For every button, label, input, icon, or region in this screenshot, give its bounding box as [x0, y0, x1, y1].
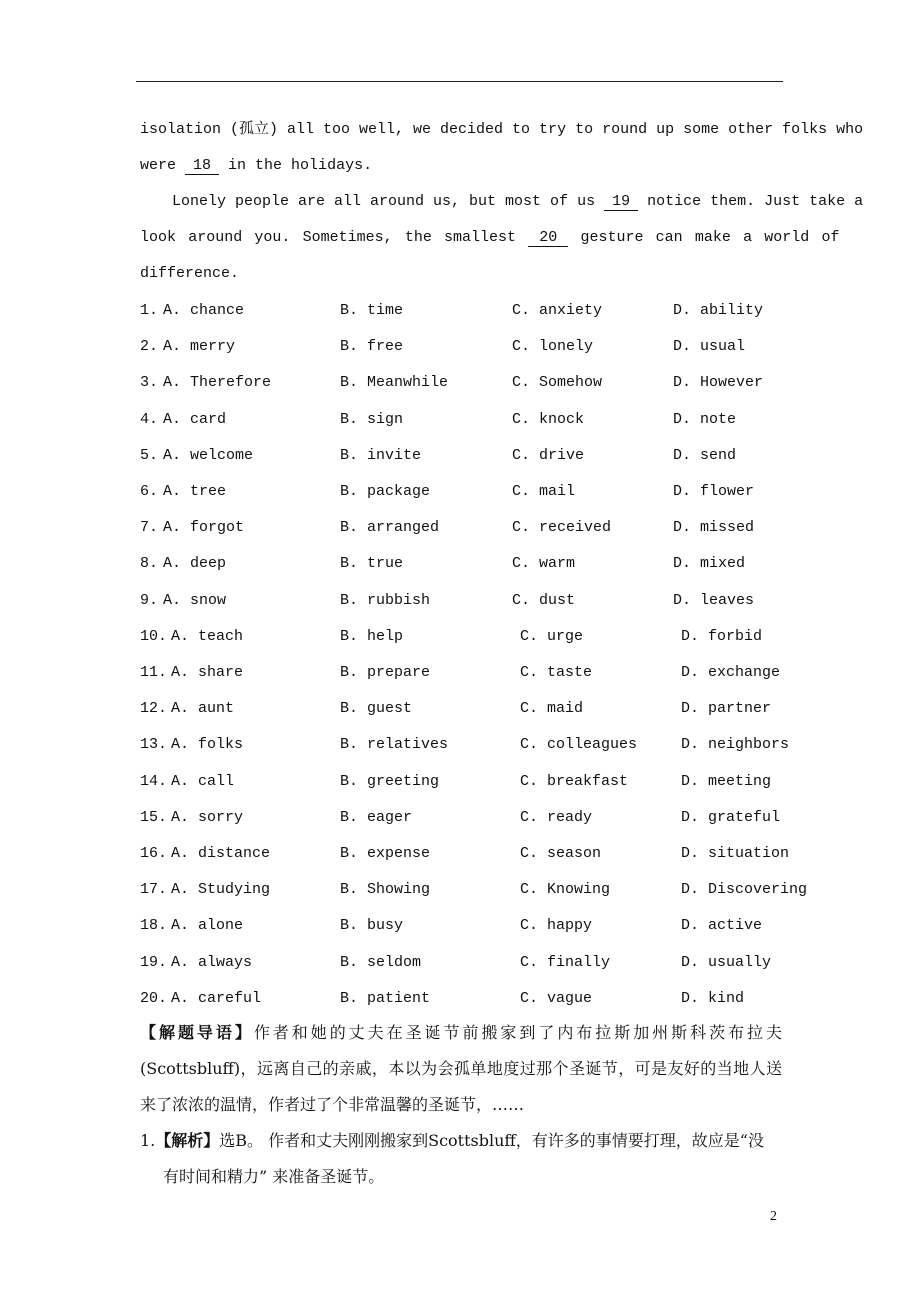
- question-number: 10.: [140, 627, 168, 645]
- option-d: D. grateful: [681, 808, 781, 826]
- guide-line-1: [140, 1022, 782, 1044]
- option-c: C. warm: [512, 555, 576, 573]
- question-number: 9.: [140, 591, 159, 609]
- passage-text: notice them. Just take a: [647, 193, 864, 210]
- option-c: C. received: [512, 519, 612, 537]
- option-b: B. arranged: [340, 519, 440, 537]
- question-number: 5.: [140, 446, 159, 464]
- analysis-number: 1.: [140, 1131, 156, 1150]
- option-d: D. note: [673, 410, 737, 428]
- option-d: D. missed: [673, 519, 755, 537]
- blank-20: 20: [528, 229, 568, 247]
- option-a: A. forgot: [163, 519, 245, 537]
- question-number: 16.: [140, 845, 168, 862]
- option-a: A. alone: [171, 917, 244, 935]
- option-a: A. call: [171, 772, 235, 790]
- header-rule: [136, 81, 783, 82]
- question-number: 2.: [140, 338, 159, 356]
- option-d: D. Discovering: [681, 881, 808, 899]
- option-d: D. forbid: [681, 627, 763, 645]
- option-b: B. busy: [340, 917, 404, 935]
- question-number: 6.: [140, 483, 159, 500]
- option-b: B. seldom: [340, 953, 422, 971]
- option-a: A. teach: [171, 627, 244, 645]
- option-b: B. time: [340, 302, 404, 319]
- option-d: D. send: [673, 446, 737, 464]
- passage-line-4: [140, 228, 840, 248]
- option-c: C. colleagues: [520, 736, 638, 754]
- question-number: 4.: [140, 410, 159, 428]
- option-a: A. folks: [171, 736, 244, 754]
- option-a: A. careful: [171, 989, 262, 1007]
- passage-text: were: [140, 157, 177, 174]
- option-a: A. card: [163, 410, 227, 428]
- option-c: C. dust: [512, 591, 576, 609]
- option-b: B. invite: [340, 446, 422, 464]
- option-c: C. finally: [520, 953, 611, 971]
- option-b: B. free: [340, 338, 404, 356]
- option-c: C. anxiety: [512, 302, 603, 319]
- option-a: A. merry: [163, 338, 236, 356]
- option-a: A. Studying: [171, 881, 271, 899]
- question-number: 13.: [140, 736, 168, 754]
- question-number: 18.: [140, 917, 168, 935]
- option-b: B. true: [340, 555, 404, 573]
- option-c: C. Somehow: [512, 374, 603, 392]
- question-number: 1.: [140, 302, 159, 319]
- option-d: D. exchange: [681, 664, 781, 681]
- passage-line-1: isolation (孤立) all too well, we decided to try to round up some other folks who: [140, 121, 864, 138]
- option-c: C. maid: [520, 700, 584, 718]
- analysis-line-1: [140, 1130, 764, 1152]
- passage-text: look around you. Sometimes, the smallest: [140, 229, 517, 246]
- option-d: D. usual: [673, 338, 746, 356]
- option-b: B. prepare: [340, 664, 431, 681]
- option-a: A. snow: [163, 591, 227, 609]
- analysis-label: 【解析】: [155, 1131, 220, 1150]
- option-a: A. chance: [163, 302, 245, 319]
- guide-line-2: (Scottsbluff)，远离自己的亲戚，本以为会孤单地度过那个圣诞节，可是友好的当地人送: [140, 1059, 782, 1078]
- passage-line-5: difference.: [140, 265, 240, 282]
- question-number: 19.: [140, 953, 168, 971]
- option-b: B. help: [340, 627, 404, 645]
- passage-text: gesture can make a world of: [580, 229, 840, 246]
- option-c: C. happy: [520, 917, 593, 935]
- option-d: D. usually: [681, 953, 772, 971]
- option-c: C. taste: [520, 664, 593, 681]
- question-number: 3.: [140, 374, 159, 392]
- blank-18: 18: [185, 157, 219, 175]
- option-a: A. tree: [163, 483, 227, 500]
- option-b: B. rubbish: [340, 591, 431, 609]
- guide-line-3: 来了浓浓的温情，作者过了个非常温馨的圣诞节，……: [140, 1095, 525, 1114]
- option-c: C. mail: [512, 483, 576, 500]
- blank-19: 19: [604, 193, 638, 211]
- option-a: A. sorry: [171, 808, 244, 826]
- question-number: 11.: [140, 664, 168, 681]
- option-d: D. ability: [673, 302, 764, 319]
- option-a: A. distance: [171, 845, 271, 862]
- option-a: A. share: [171, 664, 244, 681]
- option-d: D. leaves: [673, 591, 755, 609]
- option-b: B. eager: [340, 808, 413, 826]
- option-c: C. drive: [512, 446, 585, 464]
- option-d: D. neighbors: [681, 736, 790, 754]
- page-number: 2: [770, 1209, 777, 1224]
- guide-text: 作者和她的丈夫在圣诞节前搬家到了内布拉斯加州斯科茨布拉夫: [253, 1023, 782, 1042]
- question-number: 8.: [140, 555, 159, 573]
- option-b: B. Showing: [340, 881, 431, 899]
- question-number: 12.: [140, 700, 168, 718]
- option-b: B. package: [340, 483, 431, 500]
- option-a: A. always: [171, 953, 253, 971]
- option-b: B. sign: [340, 410, 404, 428]
- option-d: D. situation: [681, 845, 790, 862]
- question-number: 20.: [140, 989, 168, 1007]
- option-b: B. relatives: [340, 736, 449, 754]
- option-c: C. season: [520, 845, 602, 862]
- question-number: 7.: [140, 519, 159, 537]
- option-d: D. flower: [673, 483, 755, 500]
- option-c: C. lonely: [512, 338, 594, 356]
- option-d: D. meeting: [681, 772, 772, 790]
- option-c: C. urge: [520, 627, 584, 645]
- guide-label: 【解题导语】: [140, 1023, 254, 1042]
- option-a: A. Therefore: [163, 374, 272, 392]
- option-a: A. deep: [163, 555, 227, 573]
- option-d: D. However: [673, 374, 764, 392]
- analysis-text: 选B。 作者和丈夫刚刚搬家到Scottsbluff，有许多的事情要打理，故应是“没: [219, 1131, 764, 1150]
- passage-text: Lonely people are all around us, but most of us: [172, 193, 596, 210]
- option-b: B. expense: [340, 845, 431, 862]
- option-b: B. greeting: [340, 772, 440, 790]
- option-d: D. active: [681, 917, 763, 935]
- option-b: B. Meanwhile: [340, 374, 449, 392]
- option-d: D. partner: [681, 700, 772, 718]
- option-c: C. ready: [520, 808, 593, 826]
- option-b: B. guest: [340, 700, 413, 718]
- option-a: A. aunt: [171, 700, 235, 718]
- analysis-line-2: 有时间和精力” 来准备圣诞节。: [163, 1167, 385, 1186]
- passage-text: in the holidays.: [228, 157, 373, 174]
- passage-line-3: [172, 192, 864, 212]
- passage-line-2: [140, 156, 800, 176]
- option-c: C. knock: [512, 410, 585, 428]
- option-a: A. welcome: [163, 446, 254, 464]
- option-c: C. breakfast: [520, 772, 629, 790]
- question-number: 17.: [140, 881, 168, 899]
- option-b: B. patient: [340, 989, 431, 1007]
- option-c: C. Knowing: [520, 881, 611, 899]
- question-number: 15.: [140, 808, 168, 826]
- question-number: 14.: [140, 772, 168, 790]
- option-d: D. mixed: [673, 555, 746, 573]
- option-d: D. kind: [681, 989, 745, 1007]
- option-c: C. vague: [520, 989, 593, 1007]
